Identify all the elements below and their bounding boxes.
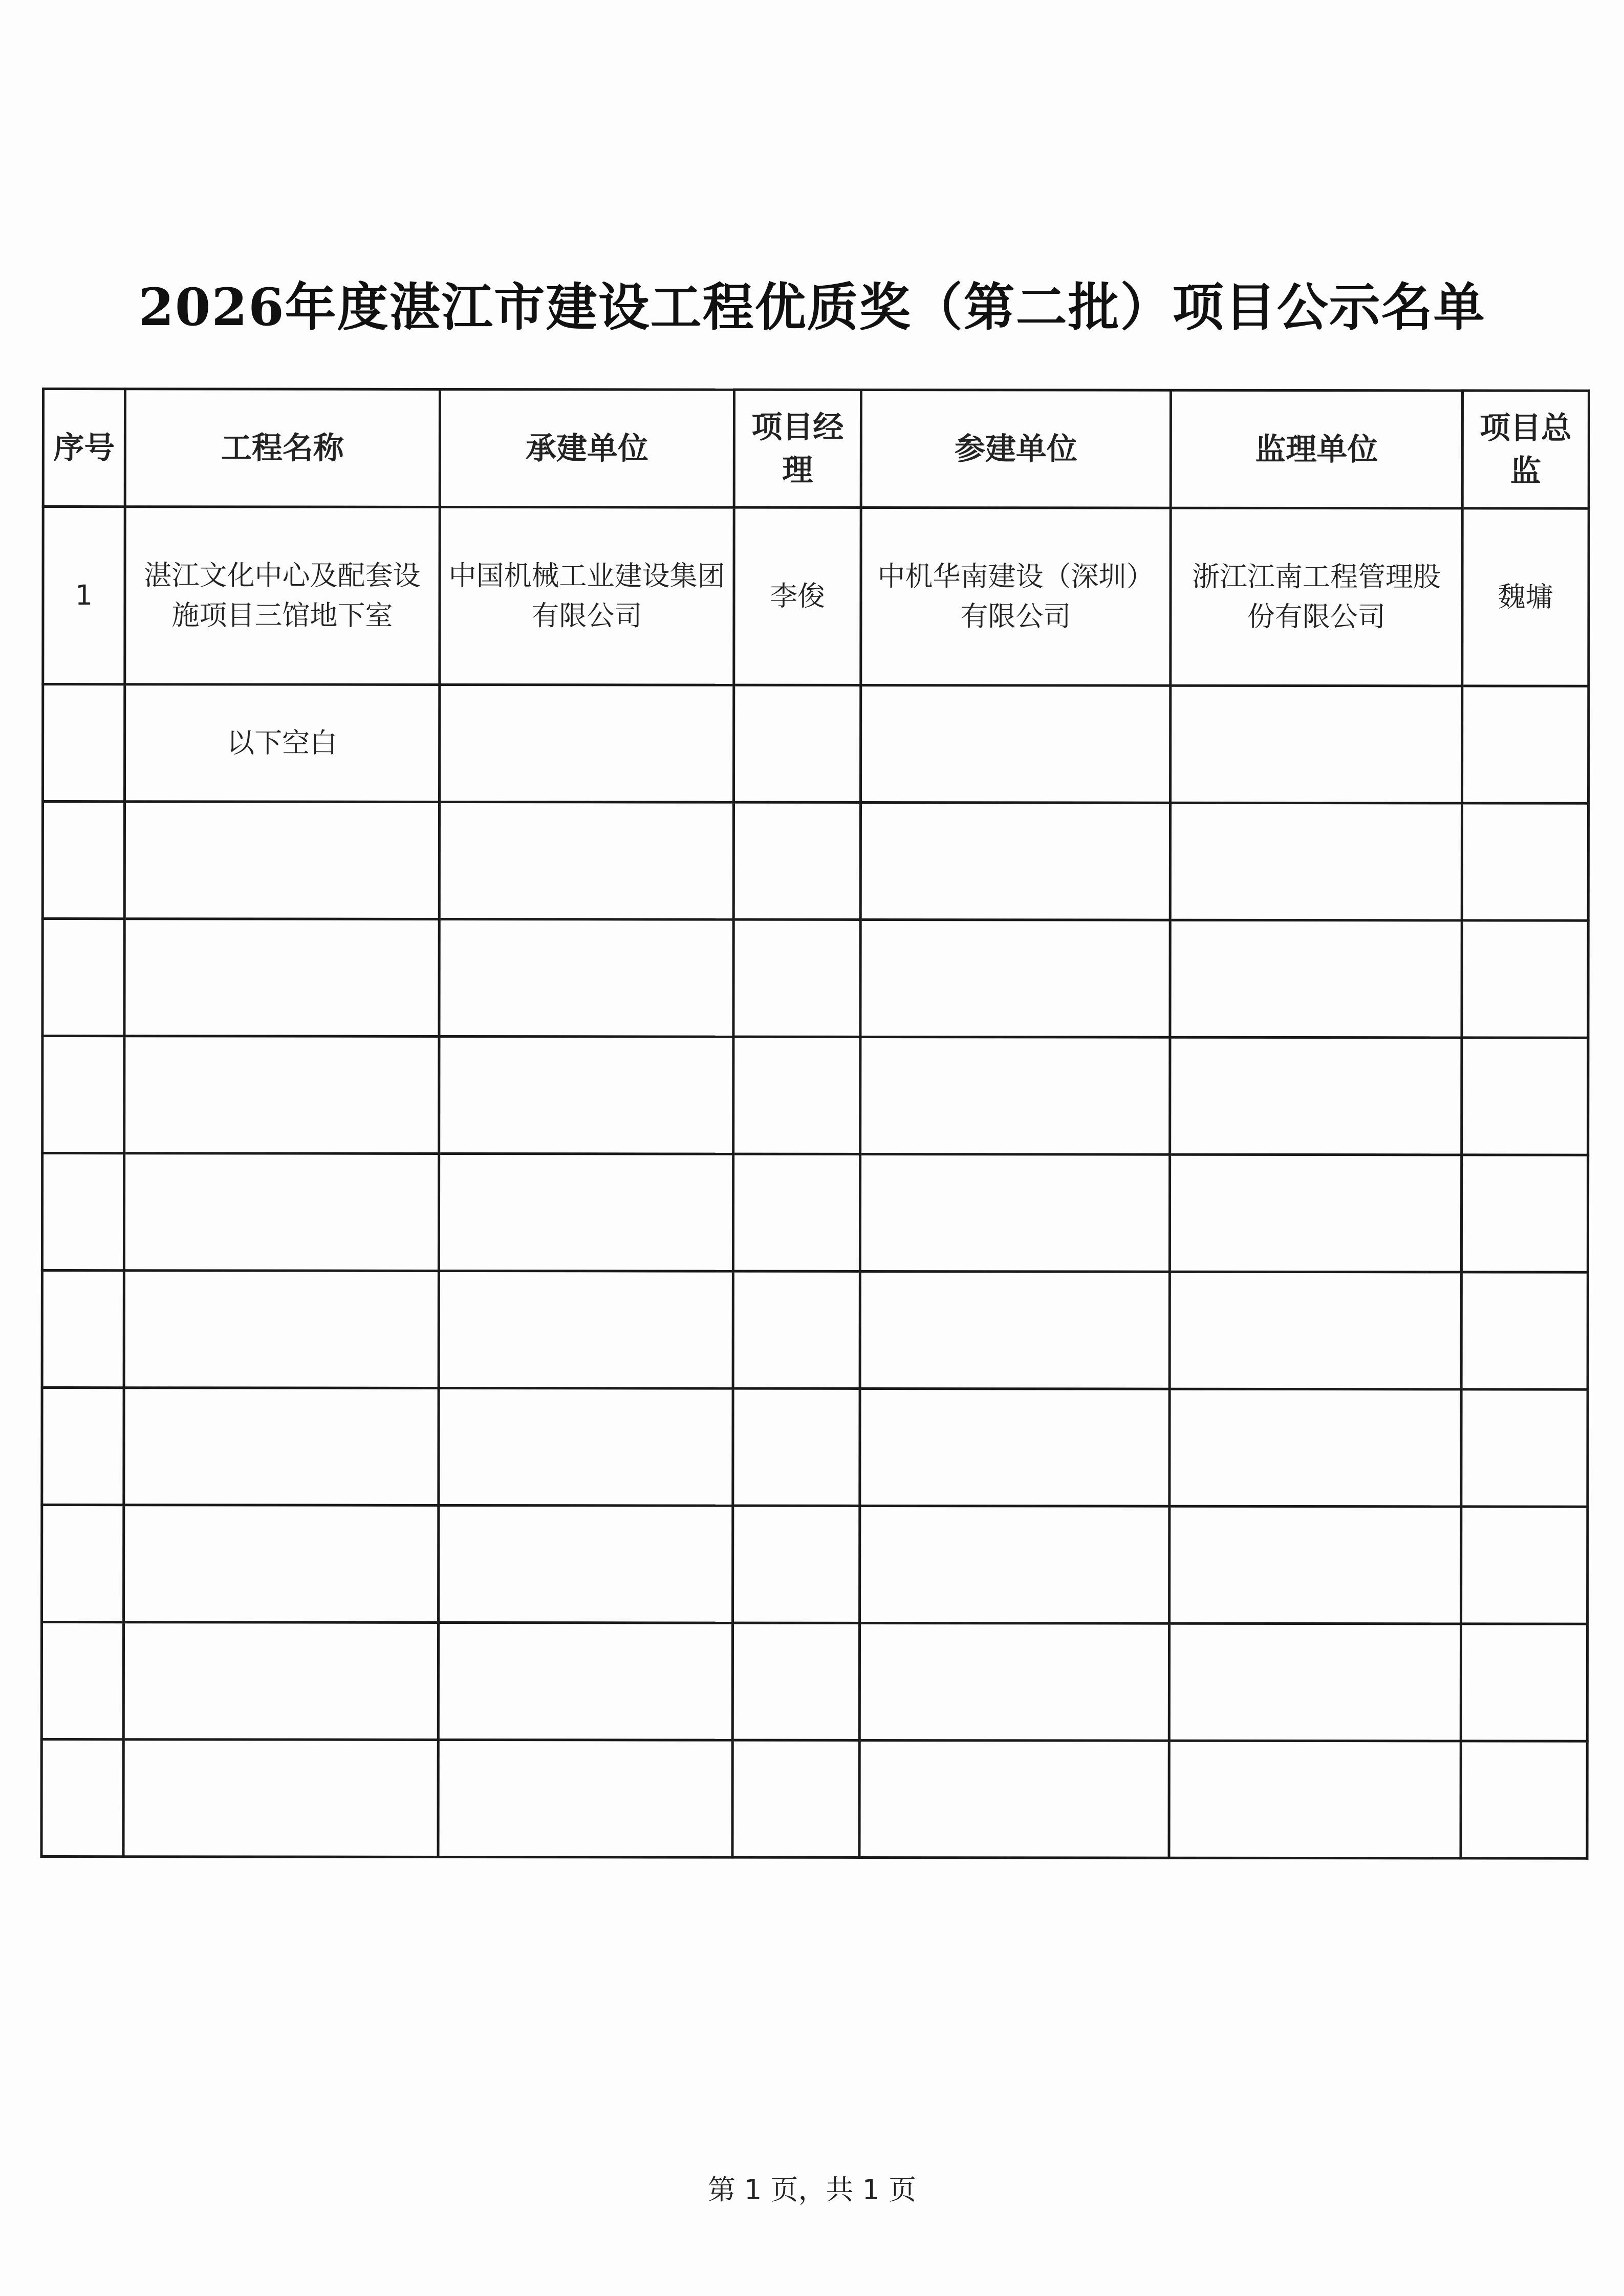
empty-table-row [42,1153,1588,1273]
header-seq: 序号 [43,389,125,507]
empty-cell [1461,1624,1587,1741]
cell-supervisor-unit: 浙江江南工程管理股份有限公司 [1171,508,1462,686]
cell-contractor: 中国机械工业建设集团有限公司 [440,507,734,685]
cell-contractor [440,684,734,802]
cell-project-manager: 李俊 [734,507,861,685]
empty-cell [124,1271,439,1388]
empty-cell [1170,1272,1461,1389]
empty-cell [733,919,860,1037]
empty-cell [1170,1506,1461,1624]
cell-project-manager [734,685,861,802]
empty-cell [860,1271,1170,1389]
header-chief-supervisor: 项目总监 [1462,391,1589,508]
empty-cell [124,1505,439,1623]
empty-cell [124,1036,439,1154]
table-row [43,684,1589,804]
empty-cell [41,1622,123,1740]
empty-cell [438,1740,732,1857]
empty-cell [123,1740,438,1857]
header-project-name: 工程名称 [125,389,440,507]
empty-cell [1169,1623,1461,1741]
empty-cell [733,1154,860,1271]
empty-cell [1462,803,1588,920]
empty-cell [860,1037,1170,1154]
cell-participant: 中机华南建设（深圳）有限公司 [861,507,1171,685]
empty-cell [124,919,439,1037]
empty-cell [733,1388,860,1506]
empty-cell [1170,920,1462,1038]
empty-cell [42,1388,124,1505]
empty-cell [439,1036,733,1154]
empty-cell [1461,1507,1588,1624]
empty-table-row [42,1388,1588,1507]
empty-table-row [42,919,1588,1038]
page-number-footer: 第 1 页，共 1 页 [707,2174,917,2206]
empty-cell [439,1271,733,1388]
empty-cell [1461,1389,1588,1507]
header-project-manager: 项目经理 [734,390,861,507]
empty-cell [1462,1038,1588,1155]
empty-cell [1169,1741,1461,1858]
empty-cell [1461,1741,1587,1858]
empty-cell [732,1740,859,1857]
empty-table-row [42,1271,1588,1390]
cell-participant [861,685,1171,803]
empty-cell [124,1388,439,1506]
empty-cell [1461,1272,1588,1389]
header-supervisor-unit: 监理单位 [1171,390,1462,508]
document-title: 2026年度湛江市建设工程优质奖（第二批）项目公示名单 [138,277,1486,337]
award-list-table [40,388,1590,1860]
empty-table-row [42,802,1588,921]
empty-cell [733,1506,860,1623]
empty-cell [42,919,124,1036]
empty-cell [859,1740,1169,1858]
cell-project-name: 湛江文化中心及配套设施项目三馆地下室 [125,507,440,685]
table-row [43,507,1589,686]
empty-cell [42,1505,124,1622]
empty-cell [1170,803,1462,920]
empty-cell [1461,1155,1588,1272]
empty-cell [124,1153,439,1271]
empty-cell [860,919,1170,1037]
empty-cell [439,1153,733,1271]
empty-cell [732,1623,859,1740]
empty-cell [860,1388,1170,1506]
empty-cell [1462,920,1588,1038]
empty-table-row [42,1036,1588,1155]
table-header-row [43,389,1589,509]
header-participant: 参建单位 [861,390,1171,508]
empty-cell [733,1037,860,1154]
cell-seq [43,684,125,802]
empty-cell [860,802,1170,920]
cell-project-name: 以下空白 [125,684,440,802]
empty-cell [1170,1389,1461,1507]
empty-cell [860,1506,1170,1623]
empty-cell [438,1622,732,1740]
empty-cell [124,802,439,919]
empty-table-row [41,1740,1587,1859]
cell-supervisor-unit [1171,685,1462,803]
empty-table-row [41,1622,1587,1742]
empty-cell [123,1622,438,1740]
empty-cell [439,1388,733,1506]
empty-cell [41,1740,123,1857]
empty-cell [860,1154,1170,1272]
empty-cell [42,1153,124,1271]
empty-table-row [42,1505,1588,1624]
empty-cell [42,1271,124,1388]
empty-cell [42,1036,124,1153]
empty-cell [1170,1154,1461,1272]
header-contractor: 承建单位 [440,389,734,507]
empty-cell [733,802,860,919]
empty-cell [439,1505,733,1623]
cell-chief-supervisor [1462,686,1589,803]
empty-cell [439,919,733,1037]
cell-seq: 1 [43,507,125,684]
empty-cell [733,1271,860,1388]
empty-cell [1170,1037,1462,1155]
empty-cell [42,802,124,919]
empty-cell [859,1623,1169,1741]
cell-chief-supervisor: 魏墉 [1462,508,1589,686]
empty-cell [439,802,733,919]
